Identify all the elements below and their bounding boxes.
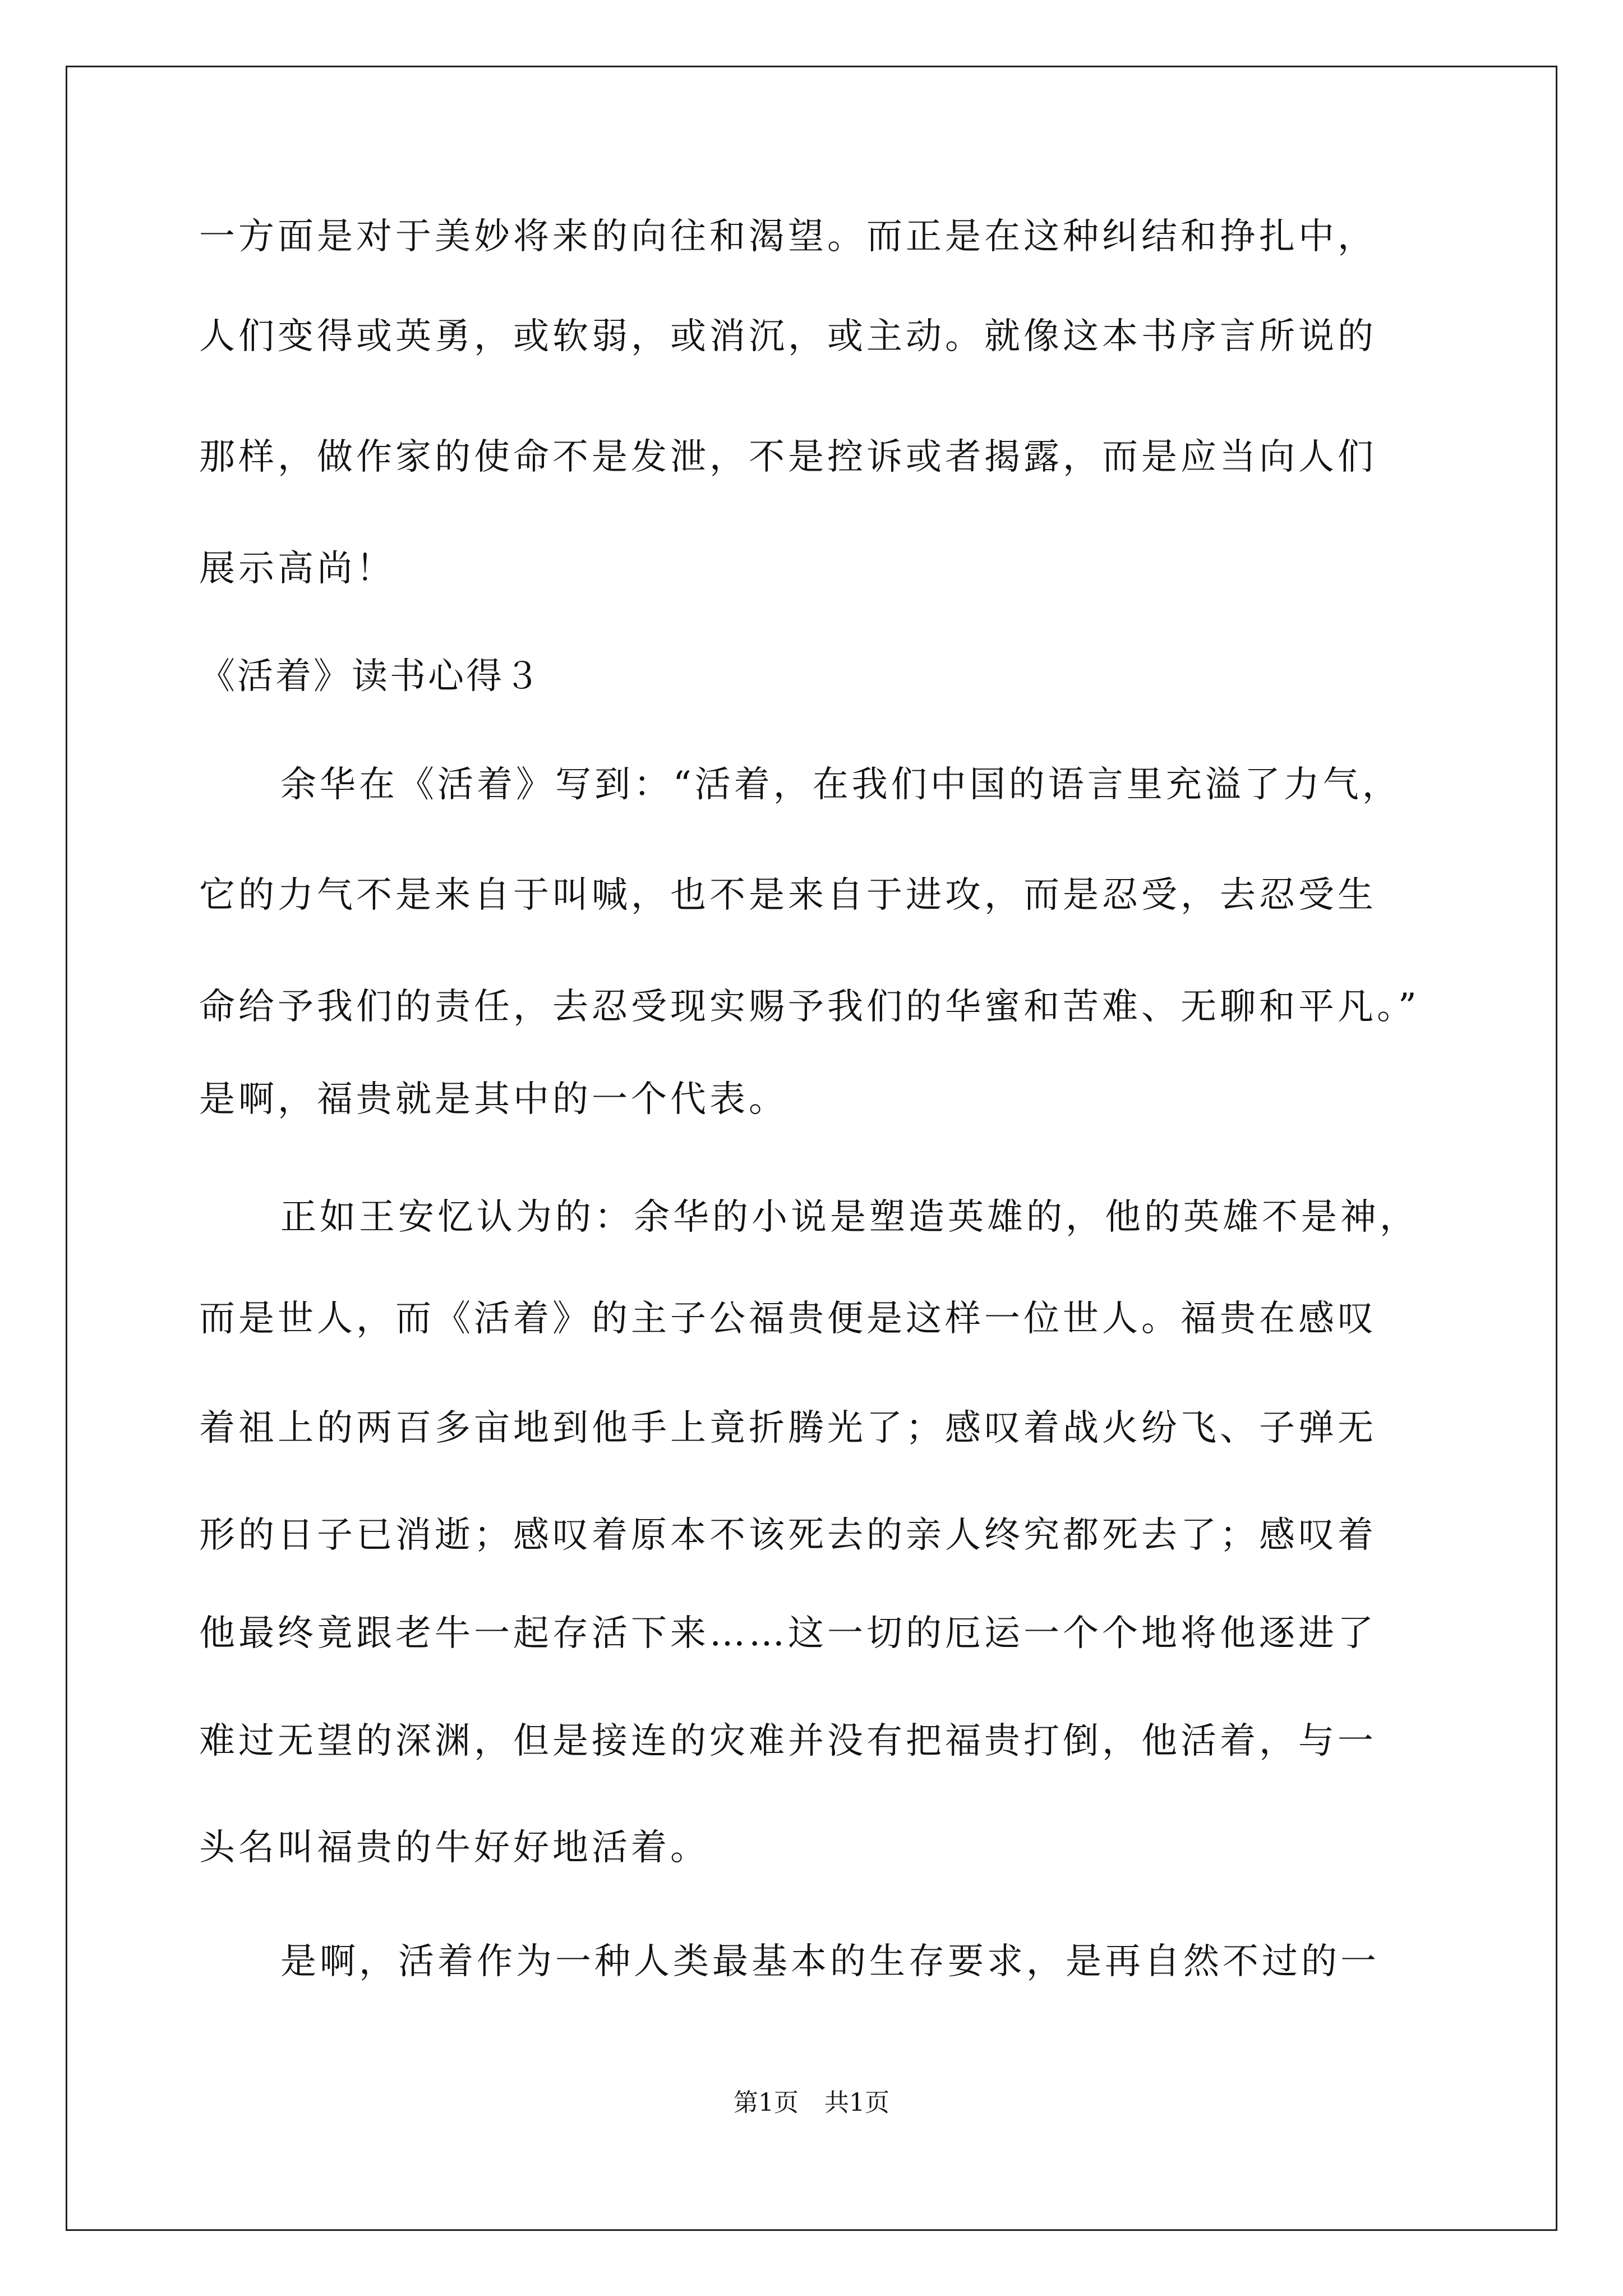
paragraph-2-line-2: 它的力气不是来自于叫喊，也不是来自于进攻，而是忍受，去忍受生 xyxy=(199,875,1377,916)
paragraph-3-line-6: 难过无望的深渊，但是接连的灾难并没有把福贵打倒，他活着，与一 xyxy=(199,1720,1377,1762)
body-line-3: 那样，做作家的使命不是发泄，不是控诉或者揭露，而是应当向人们 xyxy=(199,436,1377,478)
body-line-2: 人们变得或英勇，或软弱，或消沉，或主动。就像这本书序言所说的 xyxy=(199,316,1377,357)
page-border xyxy=(66,66,1557,2231)
paragraph-3-line-2: 而是世人，而《活着》的主子公福贵便是这样一位世人。福贵在感叹 xyxy=(199,1298,1377,1340)
page-number: 第1页 xyxy=(734,2088,799,2117)
page-footer xyxy=(0,2088,1623,2117)
body-line-4: 展示高尚！ xyxy=(199,548,395,590)
paragraph-2-line-3: 命给予我们的责任，去忍受现实赐予我们的华蜜和苦难、无聊和平凡。” xyxy=(199,986,1420,1028)
paragraph-2-line-4: 是啊，福贵就是其中的一个代表。 xyxy=(199,1079,788,1120)
paragraph-4-line-1: 是啊，活着作为一种人类最基本的生存要求，是再自然不过的一 xyxy=(280,1941,1380,1982)
section-heading: 《活着》读书心得３ xyxy=(199,656,542,697)
paragraph-2-line-1: 余华在《活着》写到：“活着，在我们中国的语言里充溢了力气， xyxy=(280,764,1401,806)
paragraph-3-line-3: 着祖上的两百多亩地到他手上竟折腾光了；感叹着战火纷飞、子弹无 xyxy=(199,1407,1377,1449)
paragraph-3-line-1: 正如王安忆认为的：余华的小说是塑造英雄的，他的英雄不是神， xyxy=(280,1197,1419,1238)
paragraph-3-line-4: 形的日子已消逝；感叹着原本不该死去的亲人终究都死去了；感叹着 xyxy=(199,1515,1377,1556)
paragraph-3-line-5: 他最终竟跟老牛一起存活下来……这一切的厄运一个个地将他逐进了 xyxy=(199,1613,1377,1654)
paragraph-3-line-7: 头名叫福贵的牛好好地活着。 xyxy=(199,1827,709,1869)
page-total: 共1页 xyxy=(824,2088,889,2117)
body-line-1: 一方面是对于美妙将来的向往和渴望。而正是在这种纠结和挣扎中， xyxy=(199,216,1377,257)
